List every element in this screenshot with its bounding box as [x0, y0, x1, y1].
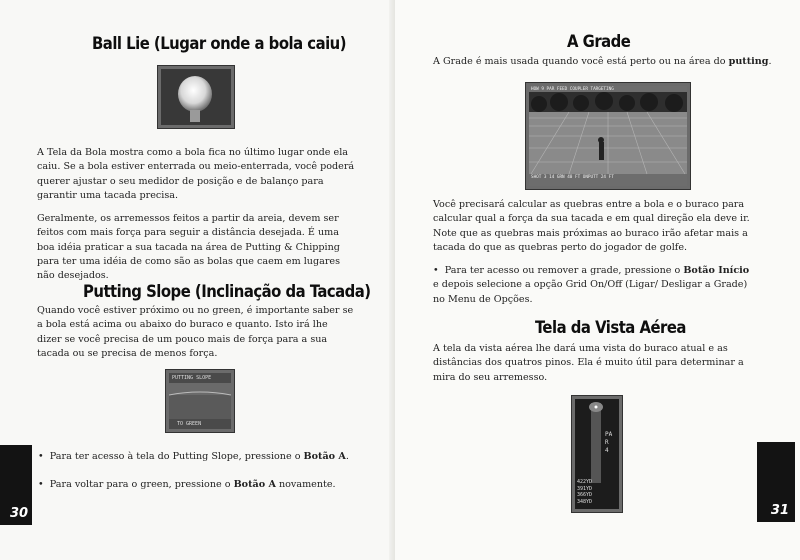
aerial-view-title: Tela da Vista Aérea	[535, 318, 686, 337]
grade-screen-top: HOW 9 PAR FEED COUPLER TARGETING	[531, 87, 614, 92]
page-number: 30	[10, 506, 29, 521]
ball-lie-title: Ball Lie (Lugar onde a bola caiu)	[92, 34, 347, 53]
bullet-dot: •	[433, 265, 445, 276]
bullet-dot: •	[38, 479, 50, 490]
bullet-dot: •	[38, 451, 50, 462]
ball-lie-para2: Geralmente, os arremessos feitos a partir da areia, devem ser feitos com mais força para seguir a distância desejada. É uma boa idéia praticar a sua tacada na área de Putting & Chipping para ter uma idéia de como são as bolas que caem em lugares não desejados.	[37, 213, 341, 282]
page-number: 31	[770, 503, 789, 518]
left-page	[0, 0, 395, 560]
par-label: PAR 4	[605, 431, 613, 454]
pin-distance: 391YD	[577, 485, 593, 492]
bullet-item: • Para ter acesso à tela do Putting Slope, pressione o Botão A.	[38, 451, 349, 462]
bullet-item: • Para voltar para o green, pressione o Botão A novamente.	[38, 479, 336, 490]
pin-distance: 422YD	[577, 479, 593, 485]
grade-screenshot	[526, 83, 690, 189]
bullet-item: • Para ter acesso ou remover a grade, pressione o Botão Início e depois selecione a opção Grid On/Off (Ligar/ Desligar a Grade) no Menu de Opções.	[433, 265, 750, 305]
grade-para1: Você precisará calcular as quebras entre a bola e o buraco para calcular qual a força da sua tacada e em qual direção ela deve ir. Note que as quebras mais próximas ao buraco irão afetar mais a tacada do que as quebras perto do jogador de golfe.	[433, 199, 750, 253]
page-number-tab	[757, 442, 795, 522]
aerial-view-screenshot	[572, 396, 622, 512]
aerial-view-para1: A tela da vista aérea lhe dará uma vista do buraco atual e as distâncias dos quatros pinos. Ela é muito útil para determinar a mira do seu arremesso.	[433, 343, 744, 383]
grid-green-graphic	[529, 86, 687, 186]
grade-intro: A Grade é mais usada quando você está perto ou na área do putting.	[433, 56, 772, 67]
golf-ball-image	[161, 69, 231, 125]
putting-slope-title: Putting Slope (Inclinação da Tacada)	[83, 282, 371, 301]
pin-distance-list	[577, 479, 592, 505]
page-number-tab	[0, 445, 32, 525]
putting-slope-screenshot	[166, 370, 234, 432]
grade-screen-bottom: SHOT 3 14 GRN 40 FT ONPUTT 24 FT	[531, 175, 614, 180]
putting-slope-screen-bottom: TO GREEN	[177, 421, 202, 427]
pin-distance: 366YD	[577, 492, 593, 498]
ball-lie-para1: A Tela da Bola mostra como a bola fica no último lugar onde ela caiu. Se a bola estiver enterrada ou meio-enterrada, você poderá querer ajustar o seu medidor de posição e de balanço para garantir uma tacada precisa.	[37, 147, 355, 201]
grade-title: A Grade	[567, 32, 631, 51]
putting-slope-para1: Quando você estiver próximo ou no green, é importante saber se a bola está acima ou abaixo do buraco e quanto. Isto irá lhe dizer se você precisa de um pouco mais de força para a sua tacada ou se precisa de menos força.	[37, 305, 354, 359]
right-page	[395, 0, 800, 560]
pin-distance: 348YD	[577, 498, 593, 505]
ball-lie-screenshot	[158, 66, 234, 128]
putting-slope-screen-top: PUTTING SLOPE	[172, 375, 212, 381]
